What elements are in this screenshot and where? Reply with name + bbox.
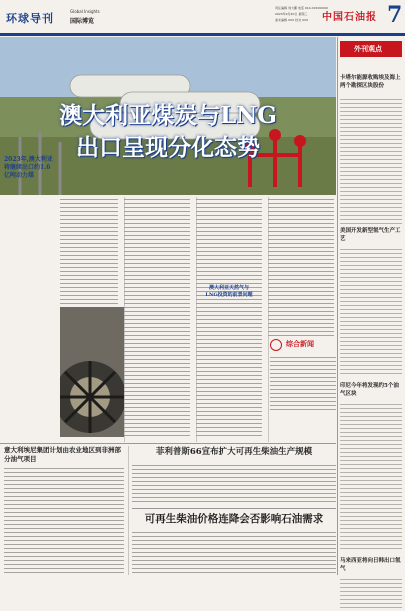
masthead-page-label: 国际博览 [70, 18, 95, 25]
masthead-section-title: 环球导刊 [6, 12, 54, 25]
article-col [60, 197, 118, 307]
article-col [132, 463, 336, 505]
column-divider [196, 197, 197, 442]
section-rule [132, 508, 336, 509]
right-column-box-header [340, 41, 402, 57]
section-rule [0, 443, 336, 444]
masthead-rule [0, 33, 405, 36]
right-item-body [340, 402, 402, 552]
right-item-title: 美国开发新型氢气生产工艺 [340, 228, 401, 242]
right-item-title: 印尼今年将发现约5个油气区块 [340, 383, 399, 397]
coal-excavator-photo [60, 307, 124, 437]
article-col [132, 530, 336, 574]
masthead [0, 0, 405, 33]
article-col [268, 197, 334, 337]
subhead-block [196, 285, 262, 299]
article-subhead: 澳大利亚天然气与 [208, 285, 249, 291]
article-col [270, 355, 336, 410]
column-divider [268, 197, 269, 442]
masthead-paper-name: 中国石油报 [322, 12, 377, 23]
right-item-body [340, 247, 402, 377]
badge-label: 综合新闻 [286, 339, 314, 348]
column-divider [124, 197, 125, 442]
hero-headline-line2: 出口呈现分化态势 [76, 134, 260, 161]
eni-article [4, 446, 124, 464]
right-column [338, 37, 405, 575]
masthead-meta-line: 2023年9月20日 星期三 [275, 12, 308, 16]
column-divider [128, 446, 129, 575]
article-col [124, 197, 190, 437]
right-column-divider [337, 37, 338, 575]
right-column-box-title: 外刊观点 [354, 44, 382, 53]
right-item-body [340, 97, 402, 225]
hero-headline-line1: 澳大利亚煤炭与LNG [59, 102, 277, 129]
section-badge [270, 337, 336, 351]
masthead-meta-line: 责任编辑 刘大鹏 电话 010-XXXXXXXX [275, 6, 329, 10]
eni-article-title: 意大利埃尼集团计划由农业地区到非洲部分油气项目 [4, 446, 121, 463]
badge-icon [270, 339, 282, 351]
masthead-section-en: Global Insights [70, 9, 100, 14]
right-item-title: 卡塔尔能源收购埃及海上两个勘探区块股份 [340, 75, 401, 89]
right-item-body [340, 577, 402, 611]
masthead-page-number: 7 [387, 2, 403, 28]
phillips-article-title: 菲利普斯66宣布扩大可再生柴油生产规模 [155, 447, 313, 457]
hero-sidebar-title: 2023年,澳大利亚将继续出口约1.6亿吨动力煤 [4, 156, 53, 179]
right-item-title: 马来西亚将向日韩出口氢气 [340, 558, 401, 572]
masthead-meta-line: 美术编辑 XXX 校对 XXX [275, 18, 309, 22]
article-col [196, 197, 262, 437]
article-col [4, 466, 124, 574]
article-subhead: LNG投资的前景问题 [205, 292, 253, 298]
hero-sidebar [4, 156, 54, 226]
renewable-diesel-title: 可再生柴油价格连降会否影响石油需求 [144, 513, 324, 525]
